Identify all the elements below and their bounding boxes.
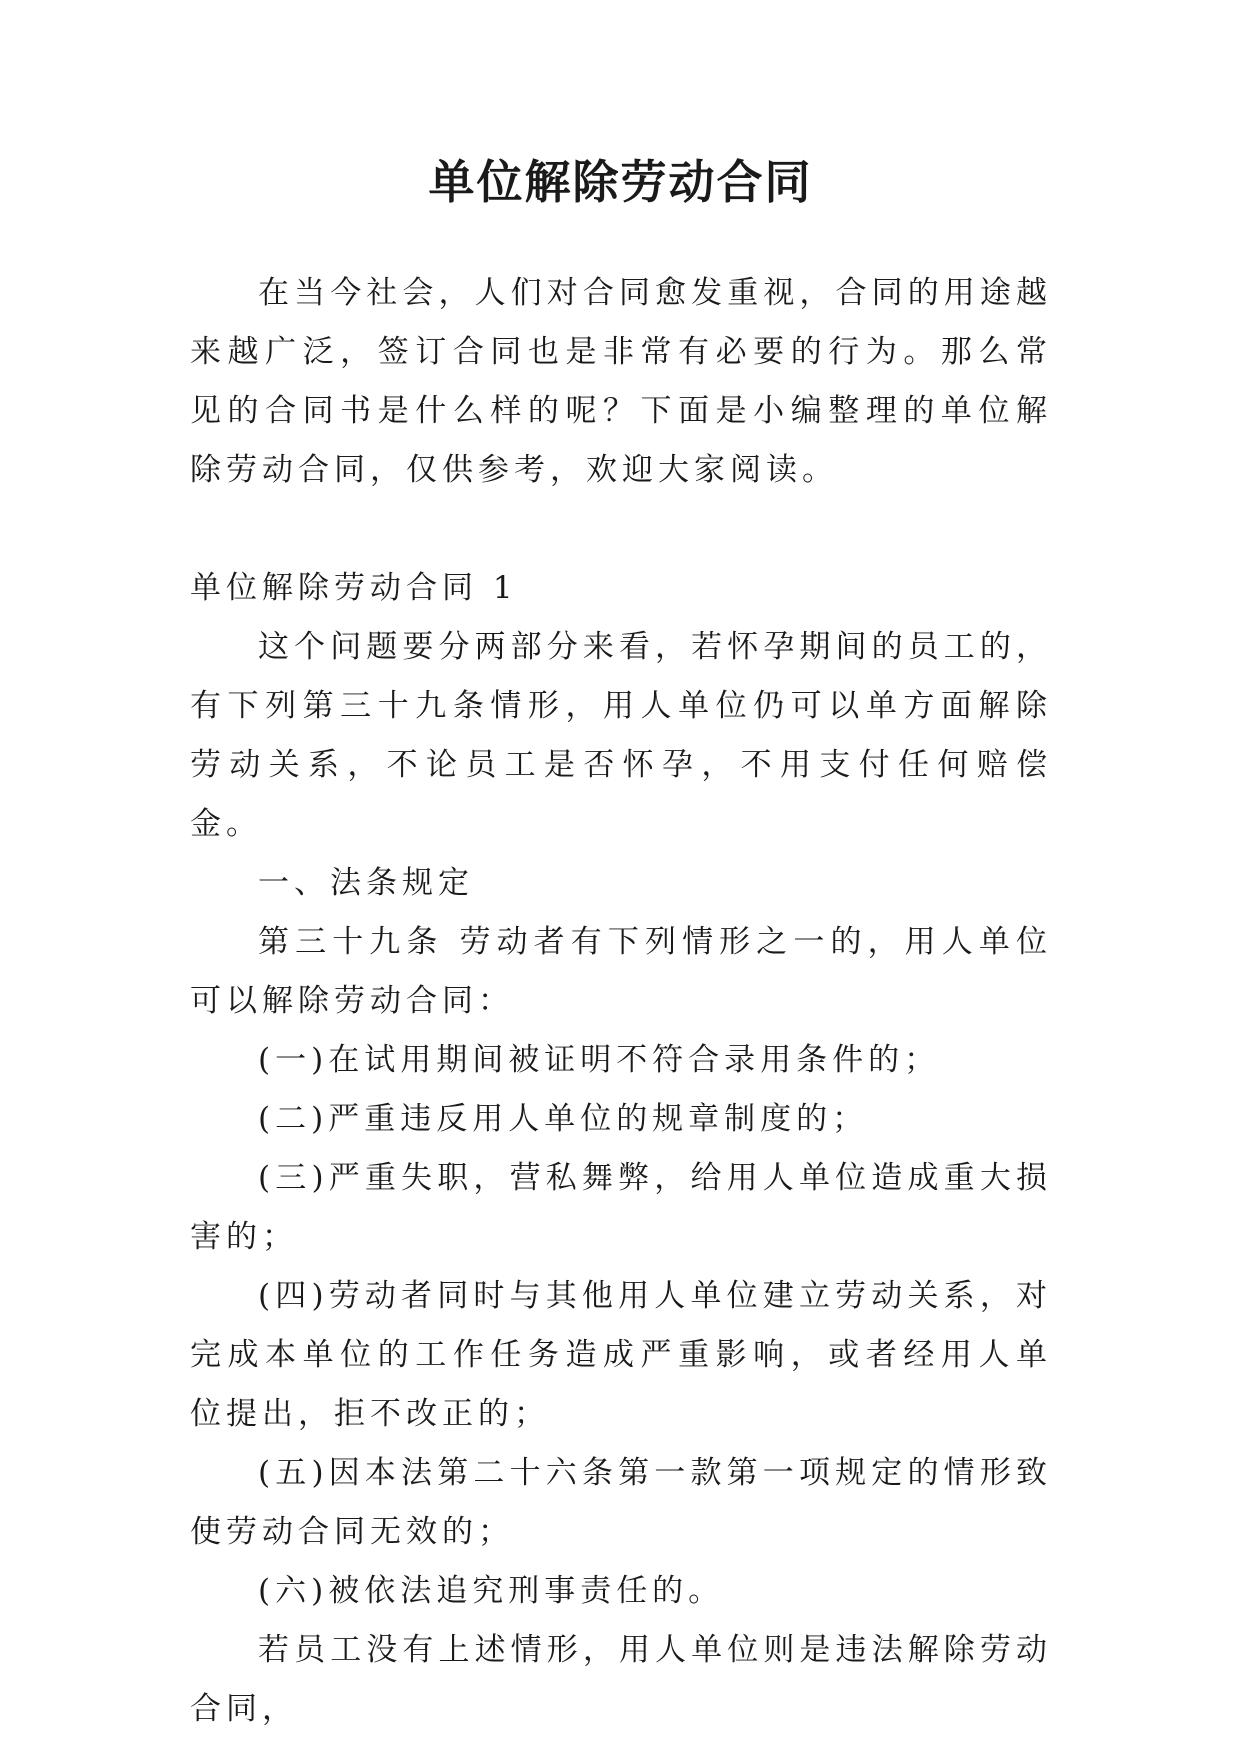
- list-item: (一)在试用期间被证明不符合录用条件的；: [258, 1042, 941, 1078]
- document-body: [190, 264, 1052, 1739]
- list-item: (五)因本法第二十六条第一款第一项规定的情形致使劳动合同无效的；: [190, 1455, 1052, 1550]
- section-heading: 单位解除劳动合同 1: [190, 570, 518, 606]
- list-item: (六)被依法追究刑事责任的。: [258, 1573, 725, 1609]
- section-paragraph: 若员工没有上述情形，用人单位则是违法解除劳动合同，: [190, 1632, 1052, 1727]
- list-item: (四)劳动者同时与其他用人单位建立劳动关系，对完成本单位的工作任务造成严重影响，或者经用人单位提出，拒不改正的；: [190, 1278, 1052, 1432]
- paragraph-gap: [190, 500, 1052, 559]
- list-item: (二)严重违反用人单位的规章制度的；: [258, 1101, 869, 1137]
- intro-paragraph: 在当今社会，人们对合同愈发重视，合同的用途越来越广泛，签订合同也是非常有必要的行为。那么常见的合同书是什么样的呢？下面是小编整理的单位解除劳动合同，仅供参考，欢迎大家阅读。: [190, 275, 1052, 488]
- section-paragraph: 第三十九条 劳动者有下列情形之一的，用人单位可以解除劳动合同：: [190, 924, 1052, 1019]
- section-paragraph: 这个问题要分两部分来看，若怀孕期间的员工的，有下列第三十九条情形，用人单位仍可以单方面解除劳动关系，不论员工是否怀孕，不用支付任何赔偿金。: [190, 629, 1052, 842]
- section-paragraph: 一、法条规定: [258, 865, 474, 901]
- list-item: (三)严重失职，营私舞弊，给用人单位造成重大损害的；: [190, 1160, 1052, 1255]
- document-title: 单位解除劳动合同: [428, 155, 813, 209]
